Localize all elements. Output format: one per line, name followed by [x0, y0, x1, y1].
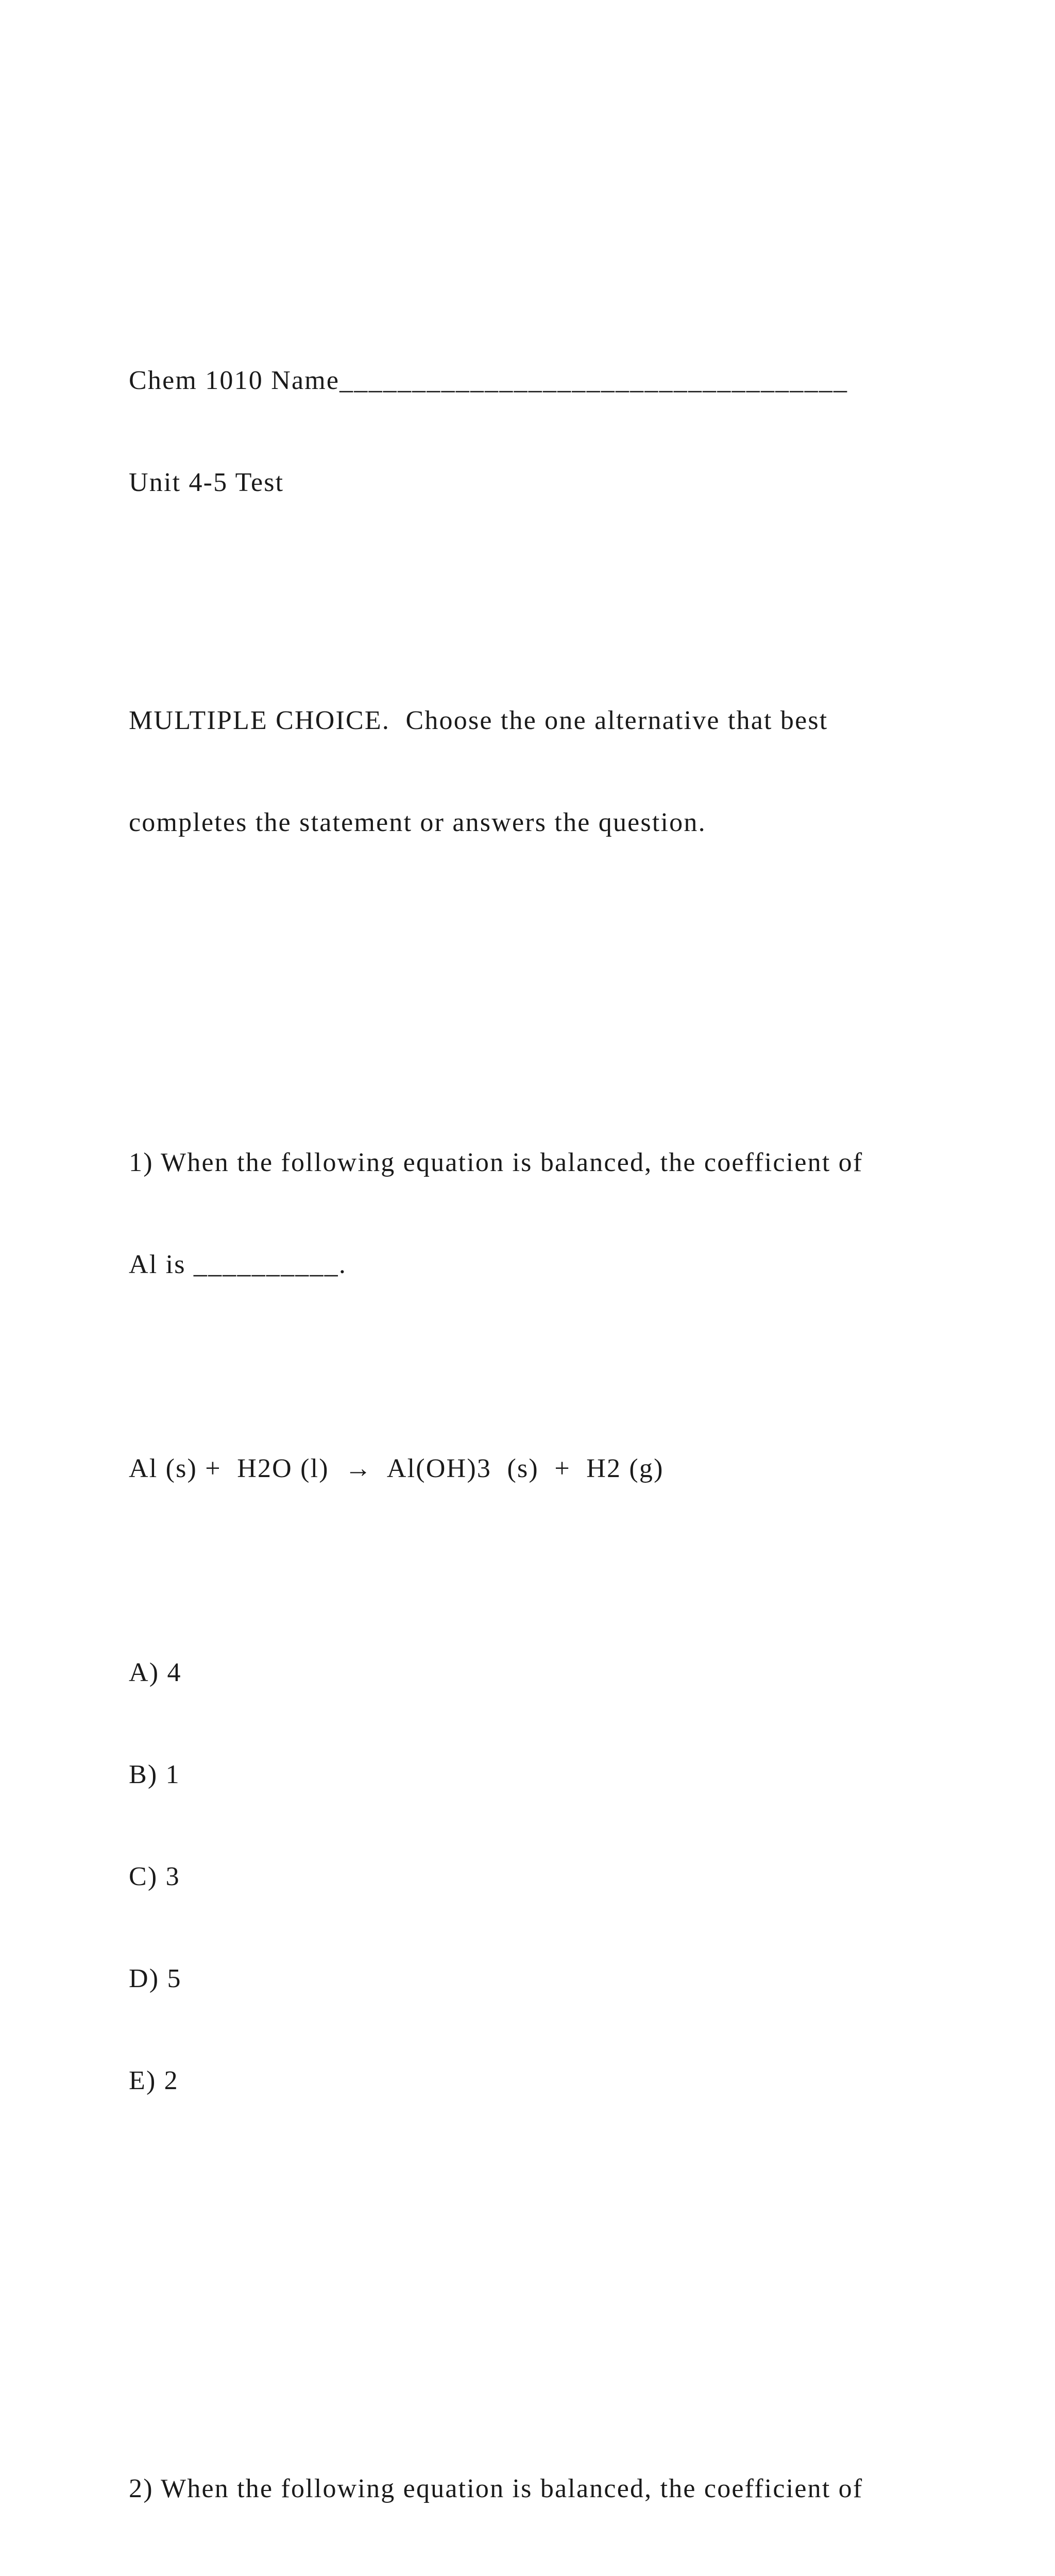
- question-1: [129, 1078, 963, 2166]
- question-1-prompt-line-1: 1) When the following equation is balanced, the coefficient of: [129, 1148, 863, 1177]
- question-1-option-e: E) 2: [129, 2066, 179, 2095]
- header-name-line: Chem 1010 Name___________________________________: [129, 366, 848, 395]
- question-1-prompt-line-2: Al is __________.: [129, 1250, 347, 1279]
- test-title: Unit 4-5 Test: [129, 468, 284, 497]
- spacer: [129, 568, 963, 602]
- question-1-equation: Al (s) + H2O (l) → Al(OH)3 (s) + H2 (g): [129, 1454, 664, 1483]
- question-1-option-a: A) 4: [129, 1658, 182, 1687]
- spacer: [129, 908, 963, 942]
- question-1-option-c: C) 3: [129, 1862, 180, 1891]
- spacer: [129, 2234, 963, 2268]
- question-1-option-b: B) 1: [129, 1760, 180, 1789]
- question-2: [129, 2404, 963, 2576]
- question-2-prompt-line-1: 2) When the following equation is balanced, the coefficient of: [129, 2474, 863, 2503]
- spacer: [129, 1554, 963, 1588]
- instructions-line-1: MULTIPLE CHOICE. Choose the one alternative that best: [129, 706, 828, 735]
- spacer: [129, 1350, 963, 1384]
- instructions-line-2: completes the statement or answers the question.: [129, 808, 706, 837]
- question-2-prompt-line-2: [129, 2574, 963, 2576]
- question-1-option-d: D) 5: [129, 1964, 182, 1993]
- document-content: [129, 262, 963, 2576]
